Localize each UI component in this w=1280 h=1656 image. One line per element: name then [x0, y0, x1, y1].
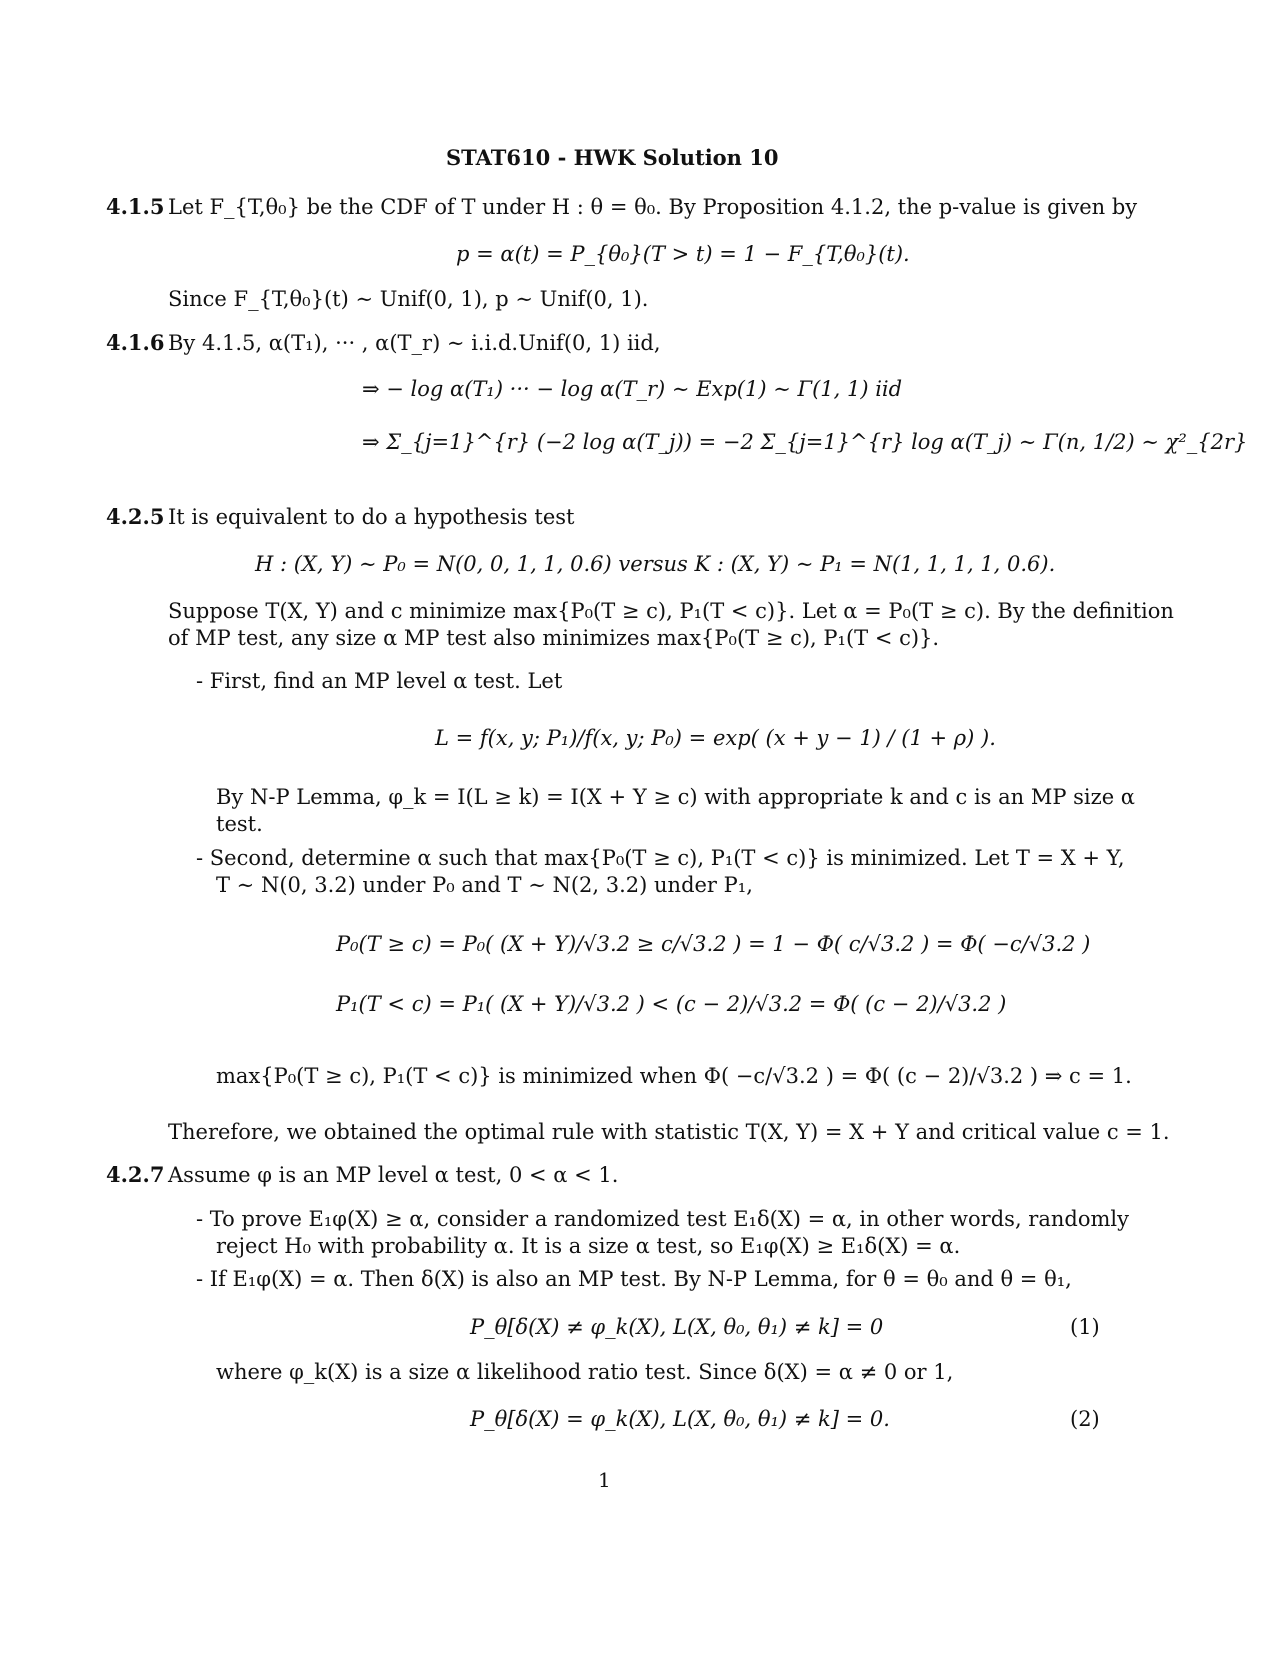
page-number: 1	[598, 1468, 611, 1492]
equation: ⇒ Σ_{j=1}^{r} (−2 log α(T_j)) = −2 Σ_{j=1}^{r} log α(T_j) ∼ Γ(n, 1/2) ∼ χ²_{2r}	[362, 430, 1248, 454]
paragraph: Since F_{T,θ₀}(t) ∼ Unif(0, 1), p ∼ Unif(0, 1).	[168, 287, 649, 311]
paragraph: of MP test, any size α MP test also minimizes max{P₀(T ≥ c), P₁(T < c)}.	[168, 626, 940, 650]
equation: H : (X, Y) ∼ P₀ = N(0, 0, 1, 1, 0.6) versus K : (X, Y) ∼ P₁ = N(1, 1, 1, 1, 0.6).	[255, 552, 1056, 576]
paragraph: where φ_k(X) is a size α likelihood ratio test. Since δ(X) = α ≠ 0 or 1,	[216, 1360, 954, 1384]
equation: P_θ[δ(X) = φ_k(X), L(X, θ₀, θ₁) ≠ k] = 0.	[470, 1407, 890, 1431]
bullet-item: - If E₁φ(X) = α. Then δ(X) is also an MP test. By N-P Lemma, for θ = θ₀ and θ = θ₁,	[196, 1267, 1072, 1291]
equation: L = f(x, y; P₁)/f(x, y; P₀) = exp( (x + y − 1) / (1 + ρ) ).	[435, 726, 996, 750]
paragraph: test.	[216, 812, 263, 836]
paragraph: It is equivalent to do a hypothesis test	[168, 505, 575, 529]
bullet-item: - To prove E₁φ(X) ≥ α, consider a randomized test E₁δ(X) = α, in other words, randomly	[196, 1207, 1129, 1231]
paragraph: Let F_{T,θ₀} be the CDF of T under H : θ = θ₀. By Proposition 4.1.2, the p-value is given by	[168, 195, 1138, 219]
equation-label: (2)	[1070, 1407, 1100, 1431]
section-number: 4.2.7	[106, 1162, 165, 1187]
paragraph: Therefore, we obtained the optimal rule with statistic T(X, Y) = X + Y and critical value c = 1.	[168, 1120, 1170, 1144]
paragraph: By N-P Lemma, φ_k = I(L ≥ k) = I(X + Y ≥ c) with appropriate k and c is an MP size α	[216, 785, 1135, 809]
equation: ⇒ − log α(T₁) ··· − log α(T_r) ∼ Exp(1) ∼ Γ(1, 1) iid	[362, 377, 903, 401]
paragraph: Assume φ is an MP level α test, 0 < α < 1.	[168, 1163, 619, 1187]
paragraph: reject H₀ with probability α. It is a size α test, so E₁φ(X) ≥ E₁δ(X) = α.	[216, 1234, 961, 1258]
equation: P_θ[δ(X) ≠ φ_k(X), L(X, θ₀, θ₁) ≠ k] = 0	[470, 1315, 884, 1339]
page-title: STAT610 - HWK Solution 10	[446, 145, 779, 170]
section-number: 4.2.5	[106, 504, 165, 529]
paragraph: T ∼ N(0, 3.2) under P₀ and T ∼ N(2, 3.2) under P₁,	[216, 873, 753, 897]
paragraph: By 4.1.5, α(T₁), ··· , α(T_r) ∼ i.i.d.Unif(0, 1) iid,	[168, 331, 661, 355]
equation: P₁(T < c) = P₁( (X + Y)/√3.2 ) < (c − 2)/√3.2 = Φ( (c − 2)/√3.2 )	[336, 992, 1007, 1016]
paragraph: max{P₀(T ≥ c), P₁(T < c)} is minimized when Φ( −c/√3.2 ) = Φ( (c − 2)/√3.2 ) ⇒ c = 1.	[216, 1064, 1132, 1088]
section-number: 4.1.5	[106, 194, 165, 219]
paragraph: Suppose T(X, Y) and c minimize max{P₀(T ≥ c), P₁(T < c)}. Let α = P₀(T ≥ c). By the definition	[168, 599, 1174, 623]
section-number: 4.1.6	[106, 330, 165, 355]
bullet-item: - Second, determine α such that max{P₀(T ≥ c), P₁(T < c)} is minimized. Let T = X + Y,	[196, 846, 1125, 870]
bullet-item: - First, find an MP level α test. Let	[196, 669, 563, 693]
equation: P₀(T ≥ c) = P₀( (X + Y)/√3.2 ≥ c/√3.2 ) = 1 − Φ( c/√3.2 ) = Φ( −c/√3.2 )	[336, 932, 1091, 956]
equation-label: (1)	[1070, 1315, 1100, 1339]
equation: p = α(t) = P_{θ₀}(T > t) = 1 − F_{T,θ₀}(t).	[456, 242, 910, 266]
